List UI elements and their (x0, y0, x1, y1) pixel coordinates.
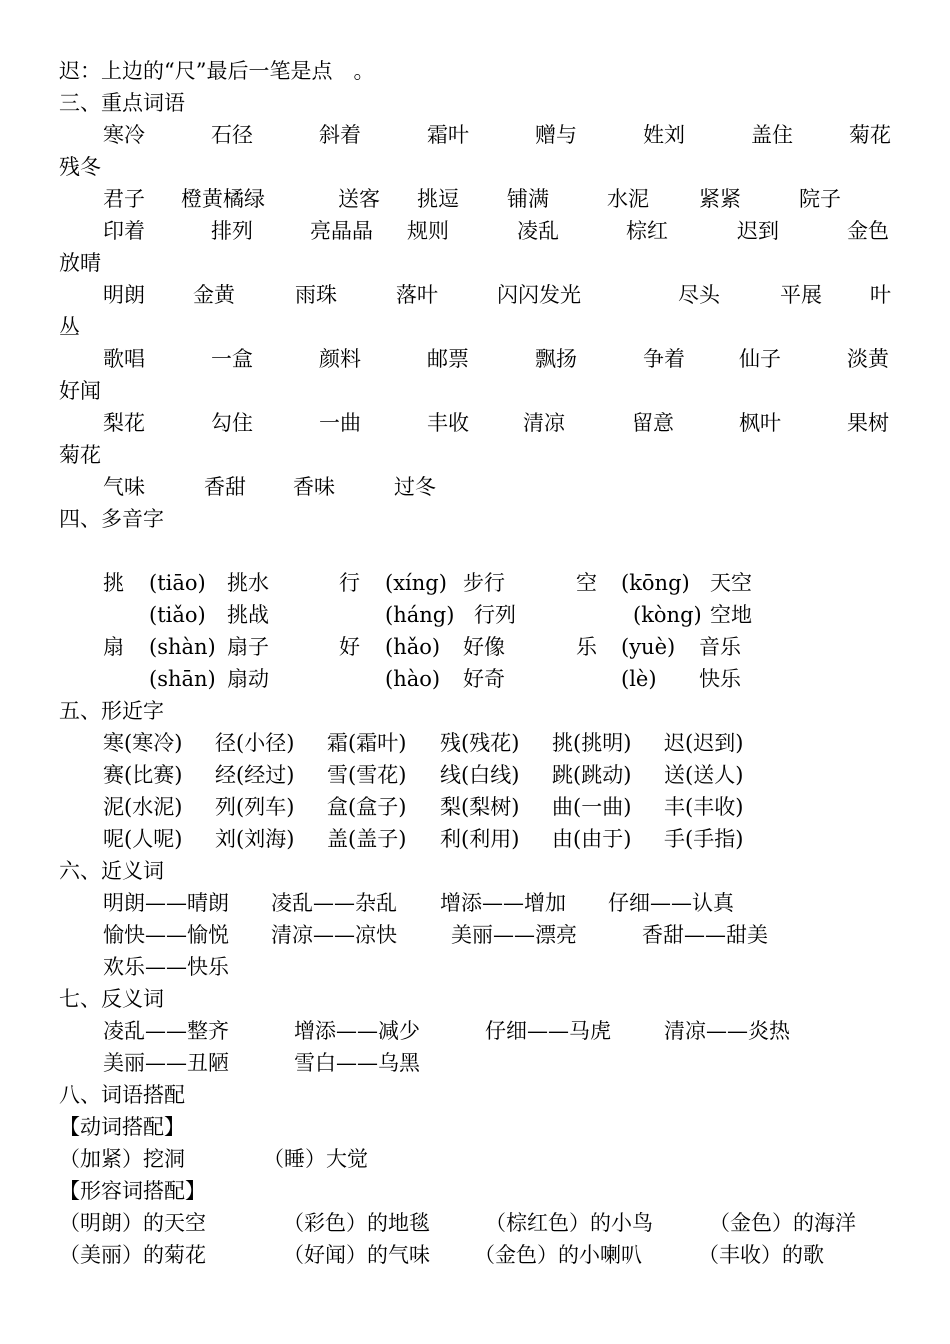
text-segment: 仔细——认真 (608, 891, 734, 915)
text-segment: 平展 (780, 283, 822, 307)
text-segment: 落叶 (396, 283, 438, 307)
text-segment: 由(由于) (552, 827, 632, 851)
text-segment: 香甜 (204, 475, 246, 499)
text-segment: 霜叶 (427, 123, 469, 147)
text-line (59, 1239, 909, 1271)
text-segment: 行列 (474, 603, 516, 627)
text-segment: 挑逗 (417, 187, 459, 211)
text-line (59, 791, 909, 823)
text-segment: 香味 (293, 475, 335, 499)
text-segment: 寒冷 (103, 123, 145, 147)
text-segment: 天空 (710, 571, 752, 595)
text-segment: 橙黄橘绿 (181, 187, 265, 211)
text-segment: 枫叶 (739, 411, 781, 435)
text-line (59, 119, 909, 151)
text-segment: 清凉——凉快 (271, 923, 397, 947)
text-segment: 赠与 (535, 123, 577, 147)
text-line (59, 247, 909, 279)
text-segment: 曲(一曲) (552, 795, 632, 819)
text-segment: 过冬 (394, 475, 436, 499)
text-line (59, 407, 909, 439)
text-segment: 盖住 (751, 123, 793, 147)
text-segment: 梨(梨树) (440, 795, 520, 819)
text-segment: 好 (339, 635, 360, 659)
text-line (59, 1143, 909, 1175)
text-line (59, 983, 909, 1015)
text-segment: 棕红 (626, 219, 668, 243)
text-segment: 挑水 (227, 571, 269, 595)
text-segment: 泥(水泥) (103, 795, 183, 819)
text-segment: 一盒 (211, 347, 253, 371)
text-segment: 愉快——愉悦 (103, 923, 229, 947)
text-segment: 七、反义词 (59, 987, 164, 1011)
text-segment: 步行 (463, 571, 505, 595)
text-segment: 径(小径) (215, 731, 295, 755)
text-segment: 好奇 (463, 667, 505, 691)
text-segment: 菊花 (849, 123, 891, 147)
text-segment: (háng) (385, 603, 455, 627)
text-segment: 凌乱——整齐 (103, 1019, 229, 1043)
text-line (59, 951, 909, 983)
text-segment: 经(经过) (215, 763, 295, 787)
text-line (59, 1015, 909, 1047)
text-line (59, 55, 909, 87)
text-segment: （睡）大觉 (263, 1147, 368, 1171)
text-segment: 乐 (576, 635, 597, 659)
text-segment: 邮票 (427, 347, 469, 371)
text-segment: （美丽）的菊花 (59, 1243, 206, 1267)
text-segment: 送客 (338, 187, 380, 211)
text-segment: 呢(人呢) (103, 827, 183, 851)
text-segment: 快乐 (699, 667, 741, 691)
text-segment: 凌乱——杂乱 (271, 891, 397, 915)
text-segment: 闪闪发光 (497, 283, 581, 307)
text-line (59, 599, 909, 631)
text-segment: 行 (339, 571, 360, 595)
text-segment: 一曲 (319, 411, 361, 435)
text-line (59, 151, 909, 183)
text-line (59, 503, 909, 535)
text-segment: 气味 (103, 475, 145, 499)
text-segment: 空 (576, 571, 597, 595)
text-segment: 列(列车) (215, 795, 295, 819)
text-segment: 仙子 (739, 347, 781, 371)
text-segment: （明朗）的天空 (59, 1211, 206, 1235)
text-segment: 霜(霜叶) (327, 731, 407, 755)
text-segment: 寒(寒冷) (103, 731, 183, 755)
text-segment: 勾住 (211, 411, 253, 435)
text-line (59, 215, 909, 247)
text-segment: (hǎo) (385, 635, 441, 659)
text-segment: 欢乐——快乐 (103, 955, 229, 979)
text-segment: (hào) (385, 667, 441, 691)
text-segment: (shān) (149, 667, 216, 691)
text-segment: 送(送人) (664, 763, 744, 787)
text-segment: 梨花 (103, 411, 145, 435)
text-segment: (lè) (621, 667, 657, 691)
text-segment: 铺满 (507, 187, 549, 211)
text-segment: 歌唱 (103, 347, 145, 371)
text-segment: 美丽——漂亮 (451, 923, 577, 947)
text-line (59, 567, 909, 599)
text-segment: （金色）的小喇叭 (474, 1243, 642, 1267)
text-line (59, 87, 909, 119)
text-segment: 菊花 (59, 443, 101, 467)
text-segment: 放晴 (59, 251, 101, 275)
text-segment: (yuè) (621, 635, 676, 659)
text-segment: 香甜——甜美 (642, 923, 768, 947)
text-line (59, 1111, 909, 1143)
text-segment: 挑战 (227, 603, 269, 627)
text-line (59, 631, 909, 663)
text-segment: 八、词语搭配 (59, 1083, 185, 1107)
text-segment: 四、多音字 (59, 507, 164, 531)
text-line (59, 1207, 909, 1239)
text-segment: 利(利用) (440, 827, 520, 851)
text-segment: 好像 (463, 635, 505, 659)
text-line (59, 695, 909, 727)
text-segment: 空地 (710, 603, 752, 627)
text-segment: 音乐 (699, 635, 741, 659)
text-segment: 清凉——炎热 (664, 1019, 790, 1043)
text-line (59, 471, 909, 503)
text-segment: 【动词搭配】 (59, 1115, 185, 1139)
text-segment: 雪(雪花) (327, 763, 407, 787)
text-segment: 盒(盒子) (327, 795, 407, 819)
text-line (59, 535, 909, 567)
text-segment: 增添——增加 (440, 891, 566, 915)
text-segment: (tiǎo) (149, 603, 206, 627)
text-line (59, 1079, 909, 1111)
text-segment: 盖(盖子) (327, 827, 407, 851)
text-segment: 刘(刘海) (215, 827, 295, 851)
text-segment: (tiāo) (149, 571, 206, 595)
text-segment: 紧紧 (699, 187, 741, 211)
text-segment: 雪白——乌黑 (294, 1051, 420, 1075)
text-segment: （加紧）挖洞 (59, 1147, 185, 1171)
text-segment: 好闻 (59, 379, 101, 403)
text-segment: 增添——减少 (294, 1019, 420, 1043)
text-segment: 跳(跳动) (552, 763, 632, 787)
text-segment: 飘扬 (535, 347, 577, 371)
text-segment: 三、重点词语 (59, 91, 185, 115)
text-segment: 赛(比赛) (103, 763, 183, 787)
text-segment: 亮晶晶 (310, 219, 373, 243)
text-line (59, 311, 909, 343)
text-segment: (shàn) (149, 635, 216, 659)
text-segment: 扇动 (227, 667, 269, 691)
text-line (59, 759, 909, 791)
text-segment: (xíng) (385, 571, 447, 595)
text-segment: 雨珠 (295, 283, 337, 307)
text-line (59, 823, 909, 855)
text-segment: 君子 (103, 187, 145, 211)
text-segment: 美丽——丑陋 (103, 1051, 229, 1075)
text-segment: 迟(迟到) (664, 731, 744, 755)
text-segment: 争着 (643, 347, 685, 371)
text-segment: 规则 (407, 219, 449, 243)
text-segment: 印着 (103, 219, 145, 243)
text-line (59, 439, 909, 471)
text-segment: 明朗 (103, 283, 145, 307)
text-segment: 迟到 (737, 219, 779, 243)
text-segment: 五、形近字 (59, 699, 164, 723)
text-segment: 尽头 (678, 283, 720, 307)
text-segment: 六、近义词 (59, 859, 164, 883)
text-line (59, 919, 909, 951)
text-segment: 丛 (59, 315, 80, 339)
text-line (59, 279, 909, 311)
text-segment: 金黄 (193, 283, 235, 307)
text-line (59, 727, 909, 759)
text-segment: 水泥 (607, 187, 649, 211)
text-line (59, 663, 909, 695)
text-segment: (kòng) (633, 603, 702, 627)
text-line (59, 375, 909, 407)
text-segment: 【形容词搭配】 (59, 1179, 206, 1203)
text-segment: 排列 (211, 219, 253, 243)
text-segment: 明朗——晴朗 (103, 891, 229, 915)
text-line (59, 855, 909, 887)
text-segment: （彩色）的地毯 (283, 1211, 430, 1235)
text-segment: 金色 (847, 219, 889, 243)
text-segment: 院子 (799, 187, 841, 211)
text-segment: 石径 (211, 123, 253, 147)
text-segment: 挑(挑明) (552, 731, 632, 755)
text-segment: 姓刘 (643, 123, 685, 147)
text-segment: 线(白线) (440, 763, 520, 787)
text-segment: 丰收 (427, 411, 469, 435)
text-segment: 扇 (103, 635, 124, 659)
text-segment: 手(手指) (664, 827, 744, 851)
text-segment: （金色）的海洋 (709, 1211, 856, 1235)
text-segment: 清凉 (523, 411, 565, 435)
text-segment: （丰收）的歌 (698, 1243, 824, 1267)
text-segment: （棕红色）的小鸟 (485, 1211, 653, 1235)
text-segment: 仔细——马虎 (485, 1019, 611, 1043)
text-segment: 留意 (632, 411, 674, 435)
document-page (59, 55, 909, 1271)
text-segment: 丰(丰收) (664, 795, 744, 819)
text-segment: (kōng) (621, 571, 690, 595)
text-segment: 挑 (103, 571, 124, 595)
text-segment: 迟：上边的“尺”最后一笔是点 。 (59, 59, 375, 83)
text-line (59, 1175, 909, 1207)
text-segment: 叶 (870, 283, 891, 307)
text-segment: 扇子 (227, 635, 269, 659)
text-segment: 残冬 (59, 155, 101, 179)
text-line (59, 183, 909, 215)
text-segment: 颜料 (319, 347, 361, 371)
text-segment: （好闻）的气味 (283, 1243, 430, 1267)
text-segment: 凌乱 (517, 219, 559, 243)
text-line (59, 1047, 909, 1079)
text-segment: 淡黄 (847, 347, 889, 371)
text-line (59, 887, 909, 919)
text-segment: 斜着 (319, 123, 361, 147)
text-segment: 残(残花) (440, 731, 520, 755)
text-segment: 果树 (847, 411, 889, 435)
text-line (59, 343, 909, 375)
